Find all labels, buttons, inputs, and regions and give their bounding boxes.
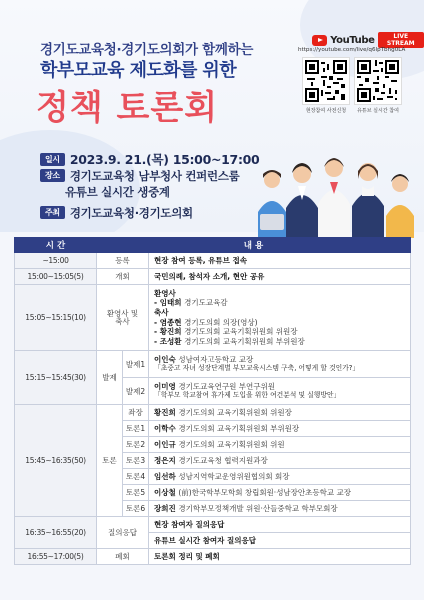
place-line2: 유튜브 실시간 생중계 <box>65 185 170 199</box>
qr-onsite-caption: 현장참여 사전신청 <box>305 108 347 114</box>
presenter-title: 경기도교육연구원 부연구위원 <box>178 382 275 391</box>
row-content <box>149 351 411 378</box>
panelist-name: 이학수 <box>154 424 176 433</box>
presenter-name: 이미영 <box>154 382 176 391</box>
panelist-title: 경기학부모정책개발 위원·산들중학교 학부모회장 <box>178 504 338 513</box>
table-row <box>15 405 411 421</box>
table-row <box>15 253 411 269</box>
row-category: 발제 <box>97 351 123 405</box>
speaker-line <box>154 318 405 328</box>
category-line: 환영사 및 <box>106 308 139 318</box>
row-subcategory: 좌장 <box>123 405 149 421</box>
subtitle-purpose: 학부모교육 제도화를 위한 <box>40 60 237 81</box>
date-tag: 일시 <box>40 153 65 166</box>
page-title: 정책 토론회 <box>36 88 219 128</box>
youtube-url[interactable]: https://youtube.com/live/q6lpTbhg0LA <box>298 47 406 53</box>
congrats-label: 축사 <box>154 307 169 317</box>
speaker-title: 경기도교육감 <box>184 298 228 308</box>
speaker-title: 경기도의회 교육기획위원회 부위원장 <box>184 336 305 346</box>
panelist-name: 이상철 <box>154 488 176 497</box>
row-content: 국민의례, 참석자 소개, 현안 공유 <box>149 269 411 285</box>
panelist-title: 경기도교육청 협력지원과장 <box>178 456 268 465</box>
youtube-play-icon <box>312 35 327 46</box>
row-content <box>149 285 411 351</box>
header-time: 시 간 <box>15 238 97 253</box>
row-subcategory: 토론6 <box>123 501 149 517</box>
row-content <box>149 405 411 421</box>
person-figure <box>286 163 318 238</box>
table-row <box>15 269 411 285</box>
presentation-topic: 「초중고 자녀 성장단계별 부모교육시스템 구축, 어떻게 할 것인가?」 <box>154 364 360 372</box>
category-line: 축사 <box>115 316 130 326</box>
panelist-title: 경기도의회 교육기획위원회 부위원장 <box>178 424 300 433</box>
row-subcategory: 발제2 <box>123 378 149 405</box>
panelist-name: 임선하 <box>154 472 176 481</box>
person-figure <box>258 170 286 238</box>
schedule-table <box>14 237 411 565</box>
presenter-name: 이인숙 <box>154 355 176 364</box>
presenter-title: 성남여자고등학교 교장 <box>178 355 254 364</box>
presenter-line <box>154 355 405 364</box>
speaker-title: 경기도의회 의장(영상) <box>184 317 258 327</box>
panelist-name: 장희진 <box>154 504 176 513</box>
speaker-line <box>154 327 405 337</box>
row-category: 등록 <box>97 253 149 269</box>
row-subcategory: 토론4 <box>123 469 149 485</box>
row-subcategory: 토론1 <box>123 421 149 437</box>
row-content: 현장 참여 등록, 유튜브 접속 <box>149 253 411 269</box>
youtube-live-logo <box>312 32 424 48</box>
row-content: 토론회 정리 및 폐회 <box>149 549 411 565</box>
host-value: 경기도교육청·경기도의회 <box>69 206 193 220</box>
person-figure <box>318 158 350 238</box>
table-row <box>15 517 411 533</box>
panelist-title: 경기도의회 교육기획위원회 위원장 <box>178 408 292 417</box>
row-content <box>149 421 411 437</box>
person-figure <box>352 163 384 238</box>
subtitle-cohost: 경기도교육청·경기도의회가 함께하는 <box>40 42 254 58</box>
row-time: ~15:00 <box>15 253 97 269</box>
row-subcategory: 토론2 <box>123 437 149 453</box>
presenter-line <box>154 382 405 391</box>
row-time: 15:05~15:15(10) <box>15 285 97 351</box>
table-row <box>15 351 411 378</box>
qr-code-icon <box>357 60 399 102</box>
row-time: 16:55~17:00(5) <box>15 549 97 565</box>
row-content <box>149 469 411 485</box>
event-date <box>40 150 259 168</box>
panelist-title: (前)한국학부모학회 창립회원·성남장안초등학교 교장 <box>178 488 352 497</box>
row-subcategory: 토론3 <box>123 453 149 469</box>
speaker-line <box>154 298 405 308</box>
row-content <box>149 485 411 501</box>
row-content <box>149 453 411 469</box>
participants-illustration <box>250 148 420 238</box>
row-category: 질의응답 <box>97 517 149 549</box>
welcome-label: 환영사 <box>154 288 176 298</box>
event-host <box>40 205 193 221</box>
date-value: 2023.9. 21.(목) 15:00~17:00 <box>69 152 260 167</box>
speaker-line <box>154 337 405 347</box>
qr-live-caption: 유튜브 실시간 참여 <box>357 108 399 114</box>
live-stream-badge: LIVE STREAM <box>378 32 424 48</box>
table-row <box>15 549 411 565</box>
row-content <box>149 437 411 453</box>
row-content <box>149 501 411 517</box>
presentation-topic: 「학부모 학교참여 휴가제 도입을 위한 여건분석 및 실행방안」 <box>154 391 341 399</box>
row-subcategory: 토론5 <box>123 485 149 501</box>
panelist-title: 경기도의회 교육기획위원회 위원 <box>178 440 285 449</box>
row-time: 16:35~16:55(20) <box>15 517 97 549</box>
speaker-title: 경기도의회 교육기획위원회 위원장 <box>184 327 298 337</box>
panelist-name: 이인규 <box>154 440 176 449</box>
panelist-name: 황진희 <box>154 408 176 417</box>
row-subcategory: 발제1 <box>123 351 149 378</box>
row-category <box>97 285 149 351</box>
qr-youtube-live[interactable] <box>354 57 402 105</box>
row-time: 15:45~16:35(50) <box>15 405 97 517</box>
qr-code-icon <box>305 60 347 102</box>
speaker-name: - 임태희 <box>154 298 182 308</box>
table-row <box>15 285 411 351</box>
speaker-name: - 조성환 <box>154 336 182 346</box>
row-time: 15:15~15:45(30) <box>15 351 97 405</box>
speaker-name: - 염종현 <box>154 317 182 327</box>
qr-onsite-registration[interactable] <box>302 57 350 105</box>
event-place <box>40 168 239 184</box>
row-category: 개회 <box>97 269 149 285</box>
header-content: 내 용 <box>97 238 411 253</box>
person-figure <box>386 174 414 238</box>
youtube-brand: YouTube <box>330 34 375 46</box>
panelist-name: 정은지 <box>154 456 176 465</box>
place-line1: 경기도교육청 남부청사 컨퍼런스룸 <box>69 169 240 183</box>
host-tag: 주최 <box>40 206 65 219</box>
place-tag: 장소 <box>40 169 65 182</box>
panelist-title: 성남지역학교운영위원협의회 회장 <box>178 472 290 481</box>
row-time: 15:00~15:05(5) <box>15 269 97 285</box>
row-content <box>149 378 411 405</box>
row-content: 현장 참여자 질의응답 <box>149 517 411 533</box>
row-category: 토론 <box>97 405 123 517</box>
speaker-name: - 황진희 <box>154 327 182 337</box>
row-category: 폐회 <box>97 549 149 565</box>
row-content: 유튜브 실시간 참여자 질의응답 <box>149 533 411 549</box>
